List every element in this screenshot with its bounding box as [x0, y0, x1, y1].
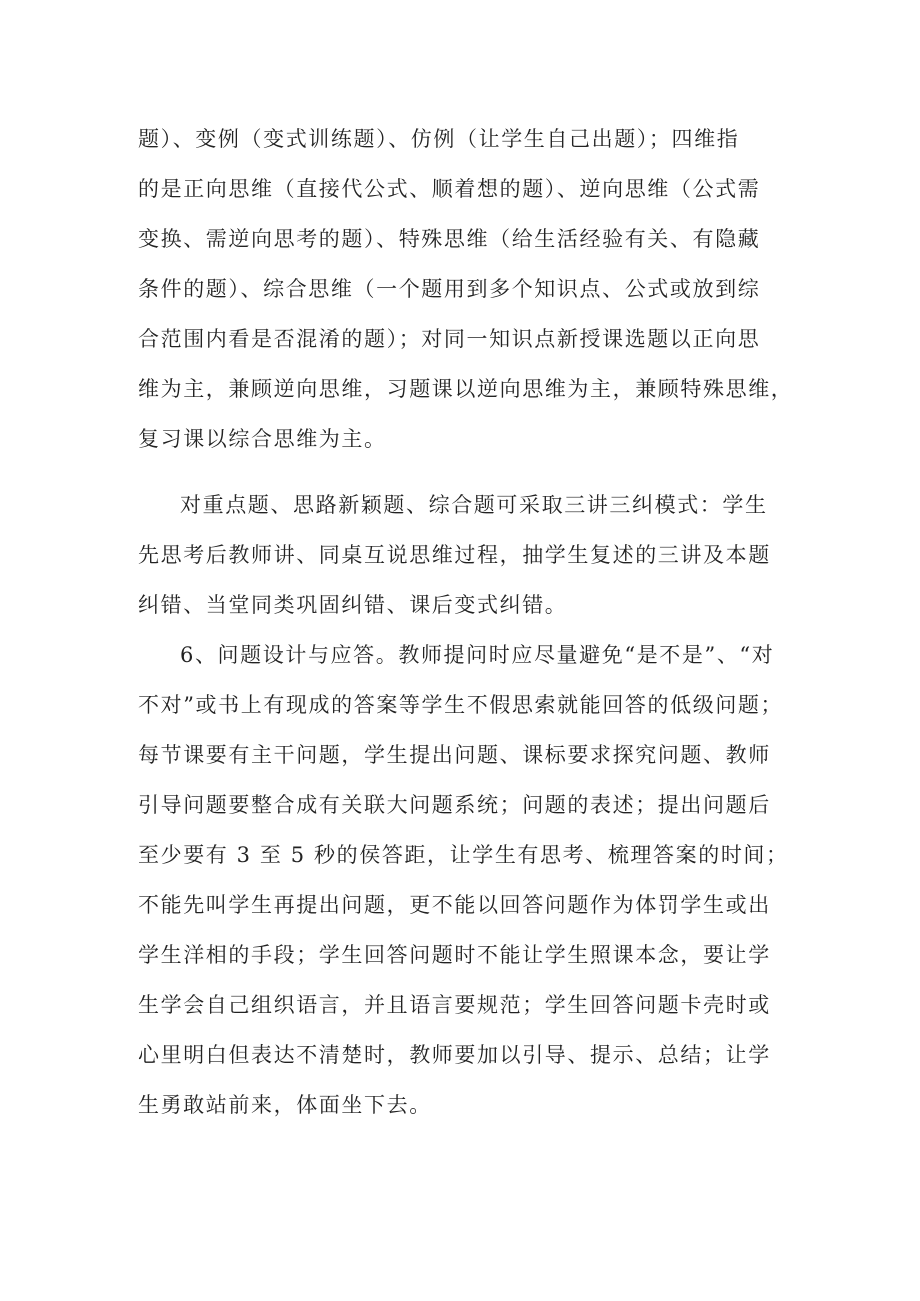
- paragraph-3-line-1: 6、问题设计与应答。教师提问时应尽量避免“是不是”、“对: [180, 643, 775, 667]
- paragraph-2-line-2: 先思考后教师讲、同桌互说思维过程，抽学生复述的三讲及本题: [138, 543, 771, 567]
- paragraph-1-line-7: 复习课以综合思维为主。: [138, 427, 387, 451]
- paragraph-3-line-9: 心里明白但表达不清楚时，教师要加以引导、提示、总结；让学: [138, 1043, 771, 1067]
- paragraph-1-line-6: 维为主，兼顾逆向思维，习题课以逆向思维为主，兼顾特殊思维，: [138, 377, 794, 401]
- paragraph-2-line-1: 对重点题、思路新颖题、综合题可采取三讲三纠模式：学生: [180, 493, 768, 517]
- paragraph-3-line-4: 引导问题要整合成有关联大问题系统；问题的表述；提出问题后: [138, 793, 771, 817]
- paragraph-3-line-10: 生勇敢站前来，体面坐下去。: [138, 1093, 432, 1117]
- paragraph-1-line-2: 的是正向思维（直接代公式、顺着想的题）、逆向思维（公式需: [138, 177, 761, 201]
- paragraph-3-line-5: 至少要有 3 至 5 秒的侯答距，让学生有思考、梳理答案的时间；: [138, 843, 789, 867]
- paragraph-1-line-1: 题）、变例（变式训练题）、仿例（让学生自己出题）；四维指: [138, 127, 740, 151]
- paragraph-3-line-8: 生学会自己组织语言，并且语言要规范；学生回答问题卡壳时或: [138, 993, 771, 1017]
- paragraph-3-line-3: 每节课要有主干问题，学生提出问题、课标要求探究问题、教师: [138, 743, 771, 767]
- paragraph-1-line-3: 变换、需逆向思考的题）、特殊思维（给生活经验有关、有隐藏: [138, 227, 761, 251]
- paragraph-1-line-4: 条件的题）、综合思维（一个题用到多个知识点、公式或放到综: [138, 277, 761, 301]
- paragraph-3-line-2: 不对”或书上有现成的答案等学生不假思索就能回答的低级问题；: [138, 693, 784, 717]
- paragraph-3-line-7: 学生洋相的手段；学生回答问题时不能让学生照课本念，要让学: [138, 943, 771, 967]
- paragraph-1-line-5: 合范围内看是否混淆的题）；对同一知识点新授课选题以正向思: [138, 327, 761, 351]
- paragraph-2-line-3: 纠错、当堂同类巩固纠错、课后变式纠错。: [138, 593, 568, 617]
- paragraph-3-line-6: 不能先叫学生再提出问题，更不能以回答问题作为体罚学生或出: [138, 893, 771, 917]
